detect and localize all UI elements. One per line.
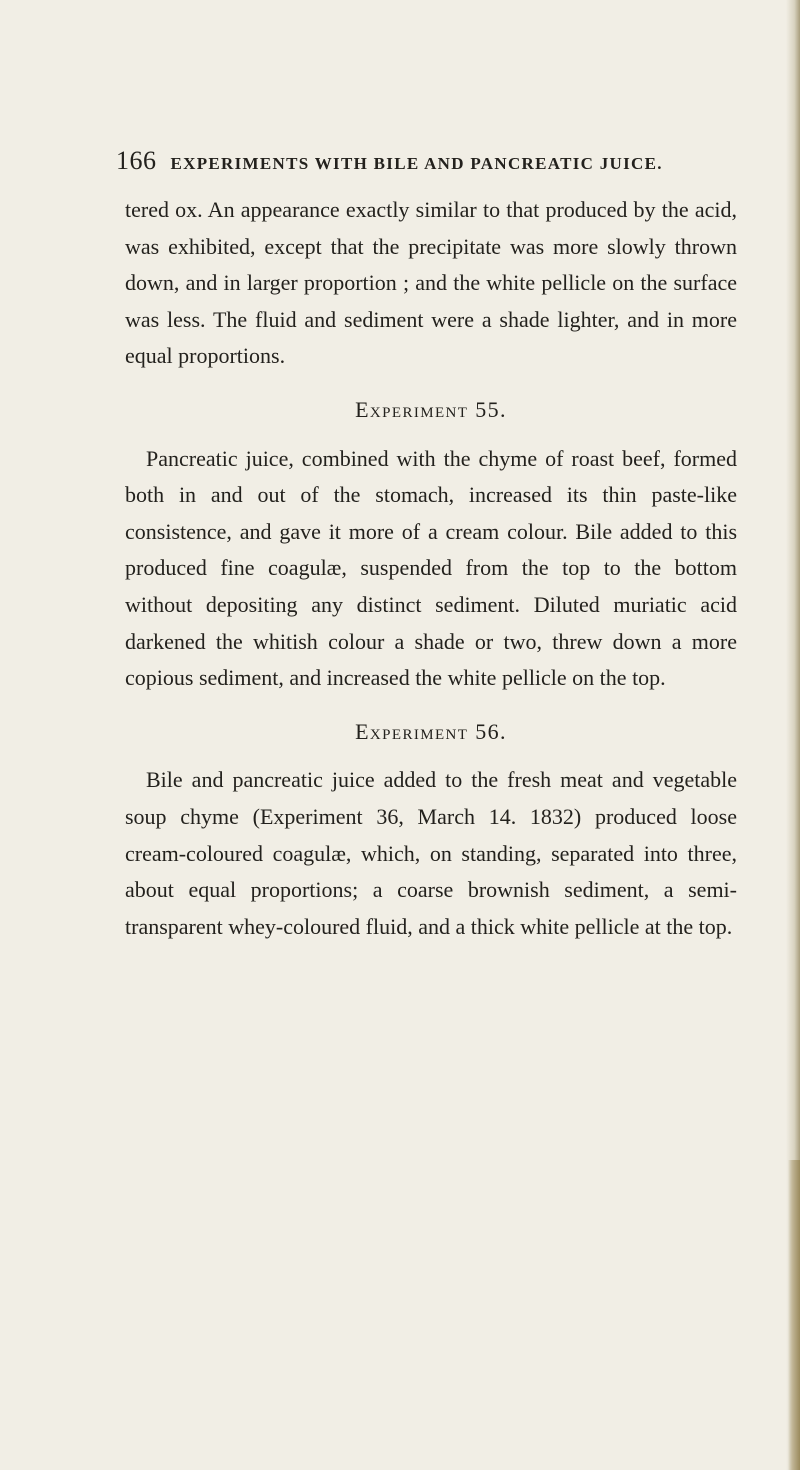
section-heading-experiment-55: Experiment 55. <box>355 396 507 422</box>
page-number: 166 <box>116 146 157 175</box>
running-head <box>116 146 737 186</box>
book-page <box>116 146 737 945</box>
section-heading-experiment-56: Experiment 56. <box>355 718 507 744</box>
paragraph-experiment-55: Pancreatic juice, combined with the chyme of roast beef, formed both in and out of the stomach, increased its thin paste-like consistence, and gave it more of a cream colour. Bile added to this produced fine coagulæ, suspended from the top to the bottom without depositing any distinct sediment. Diluted muriatic acid darkened the whitish colour a shade or two, threw down a more copious sediment, and increased the white pellicle on the top. <box>125 445 737 691</box>
running-title: EXPERIMENTS WITH BILE AND PANCREATIC JUICE. <box>170 154 663 173</box>
paragraph-continuation: tered ox. An appearance exactly similar to that produced by the acid, was exhibited, except that the precipitate was more slowly thrown down, and in larger proportion ; and the white pellicle on the surface was less. The fluid and sediment were a shade lighter, and in more equal proportions. <box>125 197 737 369</box>
page-edge-stain <box>788 1160 800 1470</box>
paragraph-experiment-56: Bile and pancreatic juice added to the fresh meat and vegetable soup chyme (Experiment 36, March 14. 1832) produced loose cream-coloured coagulæ, which, on standing, separated into three, about equal proportions; a coarse brownish sediment, a semi-transparent whey-coloured fluid, and a thick white pellicle at the top. <box>125 767 737 939</box>
